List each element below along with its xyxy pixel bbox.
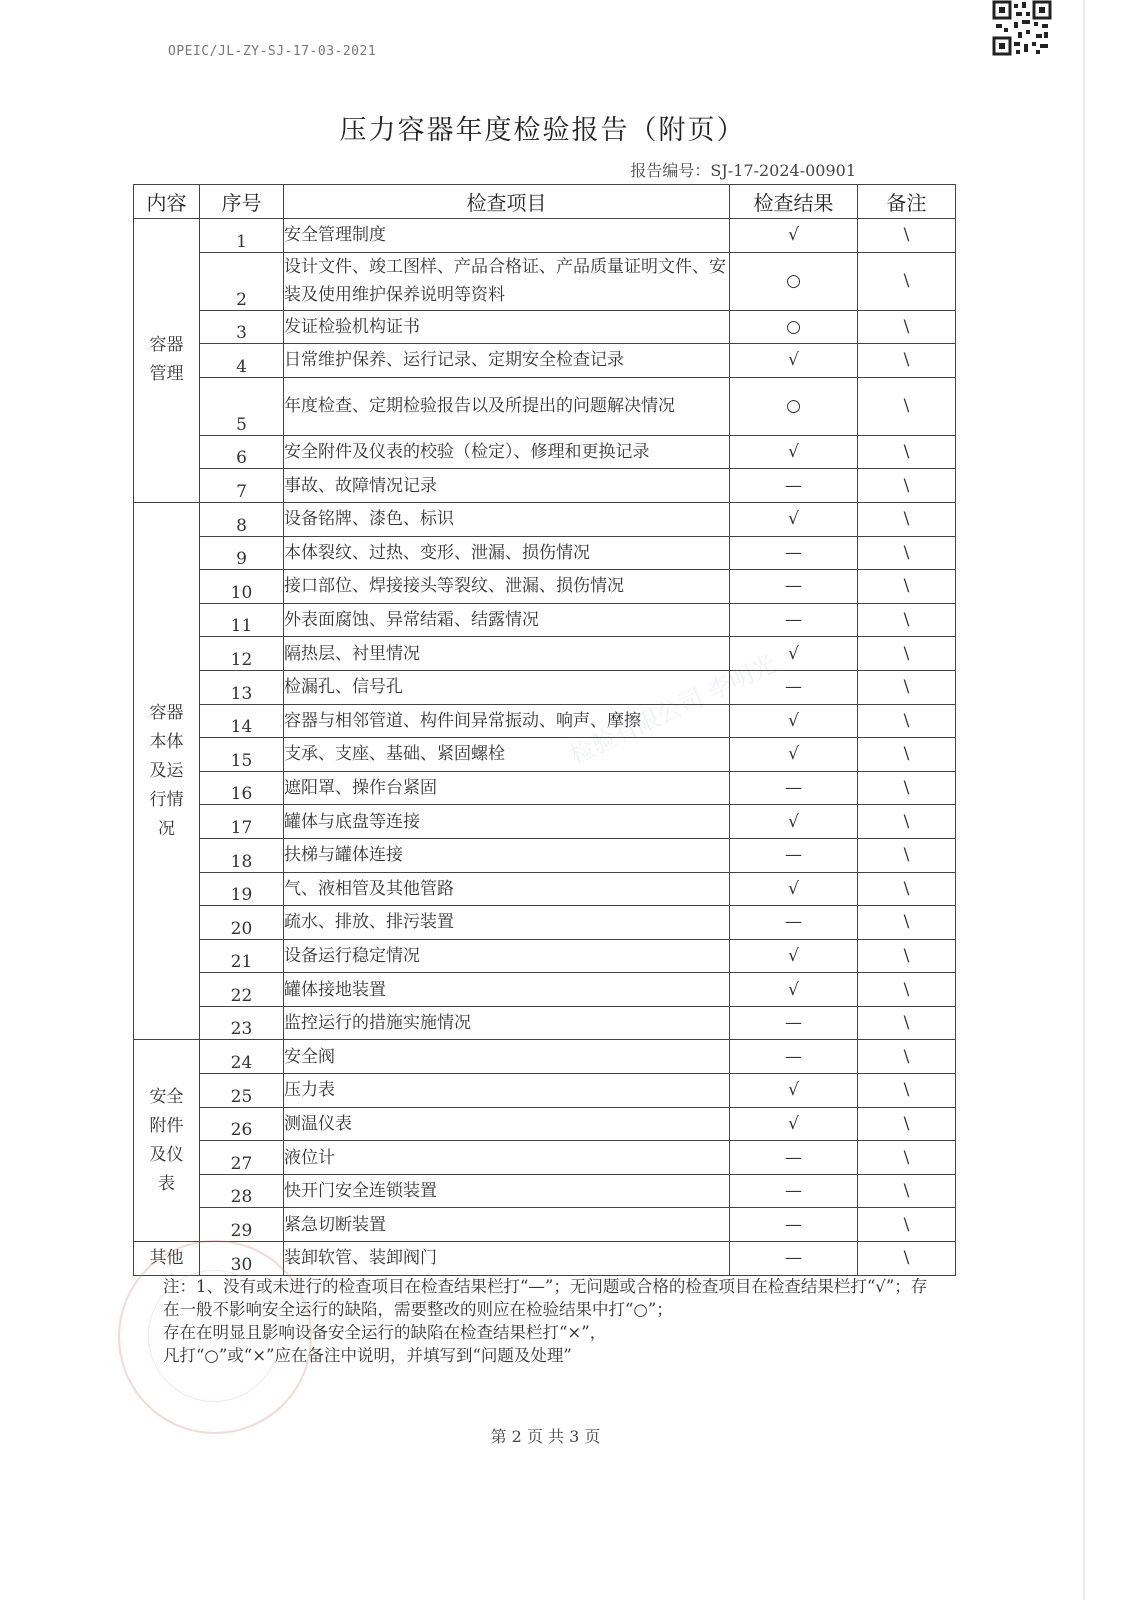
seq-cell: 3 xyxy=(200,310,284,344)
remark-cell: \ xyxy=(858,1040,956,1074)
result-cell: — xyxy=(730,1174,858,1208)
table-row xyxy=(134,838,956,872)
category-label: 安全附件及仪表 xyxy=(149,1086,184,1194)
remark-cell: \ xyxy=(858,570,956,604)
remark-cell: \ xyxy=(858,906,956,940)
document-code: OPEIC/JL-ZY-SJ-17-03-2021 xyxy=(168,44,377,59)
result-cell: √ xyxy=(730,1107,858,1141)
result-cell: — xyxy=(730,906,858,940)
item-cell: 遮阳罩、操作台紧固 xyxy=(284,771,730,805)
remark-cell: \ xyxy=(858,536,956,570)
table-row xyxy=(134,637,956,671)
table-row xyxy=(134,219,956,253)
remark-cell: \ xyxy=(858,1141,956,1175)
table-row xyxy=(134,1242,956,1276)
result-cell: √ xyxy=(730,738,858,772)
remark-cell: \ xyxy=(858,252,956,310)
table-row xyxy=(134,738,956,772)
seq-cell: 29 xyxy=(200,1208,284,1242)
result-cell: √ xyxy=(730,805,858,839)
remark-cell: \ xyxy=(858,435,956,469)
item-cell: 设备铭牌、漆色、标识 xyxy=(284,502,730,536)
item-cell: 罐体与底盘等连接 xyxy=(284,805,730,839)
remark-cell: \ xyxy=(858,1242,956,1276)
category-cell xyxy=(134,502,200,1040)
result-cell: — xyxy=(730,1006,858,1040)
seq-cell: 11 xyxy=(200,603,284,637)
column-header: 内容 xyxy=(134,185,200,219)
column-header: 检查项目 xyxy=(284,185,730,219)
remark-cell: \ xyxy=(858,469,956,503)
result-cell: — xyxy=(730,469,858,503)
result-cell: √ xyxy=(730,344,858,378)
item-cell: 安全阀 xyxy=(284,1040,730,1074)
result-cell: — xyxy=(730,670,858,704)
seq-cell: 14 xyxy=(200,704,284,738)
remark-cell: \ xyxy=(858,872,956,906)
scan-edge-line xyxy=(1083,0,1085,1600)
category-cell xyxy=(134,219,200,503)
item-cell: 监控运行的措施实施情况 xyxy=(284,1006,730,1040)
result-cell: √ xyxy=(730,219,858,253)
result-cell: √ xyxy=(730,939,858,973)
note-line: 注：1、没有或未进行的检查项目在检查结果栏打“—”；无问题或合格的检查项目在检查结果栏打“√”；存在一般不影响安全运行的缺陷，需要整改的则应在检验结果中打“○”； xyxy=(163,1277,928,1319)
table-row xyxy=(134,1208,956,1242)
result-cell: √ xyxy=(730,637,858,671)
item-cell: 气、液相管及其他管路 xyxy=(284,872,730,906)
item-cell: 支承、支座、基础、紧固螺栓 xyxy=(284,738,730,772)
table-row xyxy=(134,805,956,839)
remark-cell: \ xyxy=(858,670,956,704)
seq-cell: 12 xyxy=(200,637,284,671)
seq-cell: 7 xyxy=(200,469,284,503)
page-number: 第 2 页 共 3 页 xyxy=(490,1427,601,1446)
remark-cell: \ xyxy=(858,1006,956,1040)
remark-cell: \ xyxy=(858,344,956,378)
remark-cell: \ xyxy=(858,1174,956,1208)
seq-cell: 9 xyxy=(200,536,284,570)
seq-cell: 16 xyxy=(200,771,284,805)
table-row xyxy=(134,1174,956,1208)
result-cell: — xyxy=(730,570,858,604)
table-row xyxy=(134,906,956,940)
remark-cell: \ xyxy=(858,377,956,435)
item-cell: 设计文件、竣工图样、产品合格证、产品质量证明文件、安装及使用维护保养说明等资料 xyxy=(284,252,730,310)
result-cell: √ xyxy=(730,704,858,738)
result-cell: — xyxy=(730,838,858,872)
item-cell: 安全附件及仪表的校验（检定）、修理和更换记录 xyxy=(284,435,730,469)
result-cell: ○ xyxy=(730,377,858,435)
table-header-row xyxy=(134,185,956,219)
table-row xyxy=(134,502,956,536)
table-row xyxy=(134,469,956,503)
item-cell: 事故、故障情况记录 xyxy=(284,469,730,503)
result-cell: — xyxy=(730,1141,858,1175)
item-cell: 接口部位、焊接接头等裂纹、泄漏、损伤情况 xyxy=(284,570,730,604)
seq-cell: 23 xyxy=(200,1006,284,1040)
item-cell: 年度检查、定期检验报告以及所提出的问题解决情况 xyxy=(284,377,730,435)
inspection-table xyxy=(133,184,956,1276)
column-header: 序号 xyxy=(200,185,284,219)
result-cell: ○ xyxy=(730,252,858,310)
seq-cell: 4 xyxy=(200,344,284,378)
remark-cell: \ xyxy=(858,973,956,1007)
seq-cell: 21 xyxy=(200,939,284,973)
item-cell: 发证检验机构证书 xyxy=(284,310,730,344)
item-cell: 日常维护保养、运行记录、定期安全检查记录 xyxy=(284,344,730,378)
table-row xyxy=(134,771,956,805)
category-cell xyxy=(134,1040,200,1242)
item-cell: 快开门安全连锁装置 xyxy=(284,1174,730,1208)
result-cell: √ xyxy=(730,1074,858,1108)
item-cell: 设备运行稳定情况 xyxy=(284,939,730,973)
seq-cell: 13 xyxy=(200,670,284,704)
table-row xyxy=(134,435,956,469)
table-row xyxy=(134,939,956,973)
category-label: 容器本体及运行情况 xyxy=(149,702,184,839)
seq-cell: 19 xyxy=(200,872,284,906)
remark-cell: \ xyxy=(858,502,956,536)
item-cell: 检漏孔、信号孔 xyxy=(284,670,730,704)
table-row xyxy=(134,704,956,738)
seq-cell: 24 xyxy=(200,1040,284,1074)
table-row xyxy=(134,603,956,637)
table-row xyxy=(134,310,956,344)
column-header: 检查结果 xyxy=(730,185,858,219)
table-row xyxy=(134,670,956,704)
item-cell: 液位计 xyxy=(284,1141,730,1175)
result-cell: — xyxy=(730,603,858,637)
item-cell: 疏水、排放、排污装置 xyxy=(284,906,730,940)
table-row xyxy=(134,973,956,1007)
seq-cell: 22 xyxy=(200,973,284,1007)
seq-cell: 6 xyxy=(200,435,284,469)
note-line: 存在在明显且影响设备安全运行的缺陷在检查结果栏打“×”， xyxy=(163,1323,607,1342)
seq-cell: 27 xyxy=(200,1141,284,1175)
item-cell: 隔热层、衬里情况 xyxy=(284,637,730,671)
category-cell: 其他 xyxy=(134,1242,200,1276)
item-cell: 测温仪表 xyxy=(284,1107,730,1141)
item-cell: 压力表 xyxy=(284,1074,730,1108)
result-cell: √ xyxy=(730,435,858,469)
table-row xyxy=(134,1074,956,1108)
remark-cell: \ xyxy=(858,637,956,671)
table-row xyxy=(134,872,956,906)
note-line: 凡打“○”或“×”应在备注中说明，并填写到“问题及处理” xyxy=(163,1346,572,1365)
seq-cell: 26 xyxy=(200,1107,284,1141)
remark-cell: \ xyxy=(858,603,956,637)
notes xyxy=(163,1275,933,1367)
table-row xyxy=(134,570,956,604)
remark-cell: \ xyxy=(858,1074,956,1108)
item-cell: 扶梯与罐体连接 xyxy=(284,838,730,872)
seq-cell: 30 xyxy=(200,1242,284,1276)
table-row xyxy=(134,252,956,310)
table-row xyxy=(134,536,956,570)
remark-cell: \ xyxy=(858,771,956,805)
seq-cell: 25 xyxy=(200,1074,284,1108)
seq-cell: 10 xyxy=(200,570,284,604)
table-row xyxy=(134,1141,956,1175)
result-cell: — xyxy=(730,771,858,805)
remark-cell: \ xyxy=(858,1208,956,1242)
seq-cell: 1 xyxy=(200,219,284,253)
result-cell: √ xyxy=(730,502,858,536)
table-row xyxy=(134,344,956,378)
seq-cell: 17 xyxy=(200,805,284,839)
seq-cell: 2 xyxy=(200,252,284,310)
item-cell: 装卸软管、装卸阀门 xyxy=(284,1242,730,1276)
remark-cell: \ xyxy=(858,939,956,973)
seq-cell: 8 xyxy=(200,502,284,536)
result-cell: — xyxy=(730,1040,858,1074)
watermark: 检验有限公司 李明光 xyxy=(565,649,781,770)
category-label: 容器管理 xyxy=(149,335,184,385)
result-cell: √ xyxy=(730,973,858,1007)
table-row xyxy=(134,1040,956,1074)
item-cell: 本体裂纹、过热、变形、泄漏、损伤情况 xyxy=(284,536,730,570)
qr-code-icon xyxy=(992,0,1052,56)
item-cell: 外表面腐蚀、异常结霜、结露情况 xyxy=(284,603,730,637)
seq-cell: 15 xyxy=(200,738,284,772)
seq-cell: 5 xyxy=(200,377,284,435)
item-cell: 容器与相邻管道、构件间异常振动、响声、摩擦 xyxy=(284,704,730,738)
result-cell: — xyxy=(730,1242,858,1276)
seq-cell: 18 xyxy=(200,838,284,872)
page-title: 压力容器年度检验报告（附页） xyxy=(339,115,746,146)
column-header: 备注 xyxy=(858,185,956,219)
remark-cell: \ xyxy=(858,219,956,253)
report-number: 报告编号：SJ-17-2024-00901 xyxy=(630,161,856,180)
seq-cell: 20 xyxy=(200,906,284,940)
table-row xyxy=(134,1006,956,1040)
result-cell: √ xyxy=(730,872,858,906)
remark-cell: \ xyxy=(858,838,956,872)
remark-cell: \ xyxy=(858,704,956,738)
result-cell: ○ xyxy=(730,310,858,344)
result-cell: — xyxy=(730,1208,858,1242)
remark-cell: \ xyxy=(858,1107,956,1141)
item-cell: 罐体接地装置 xyxy=(284,973,730,1007)
remark-cell: \ xyxy=(858,805,956,839)
remark-cell: \ xyxy=(858,310,956,344)
item-cell: 紧急切断装置 xyxy=(284,1208,730,1242)
result-cell: — xyxy=(730,536,858,570)
item-cell: 安全管理制度 xyxy=(284,219,730,253)
remark-cell: \ xyxy=(858,738,956,772)
table-row xyxy=(134,1107,956,1141)
seq-cell: 28 xyxy=(200,1174,284,1208)
table-row xyxy=(134,377,956,435)
